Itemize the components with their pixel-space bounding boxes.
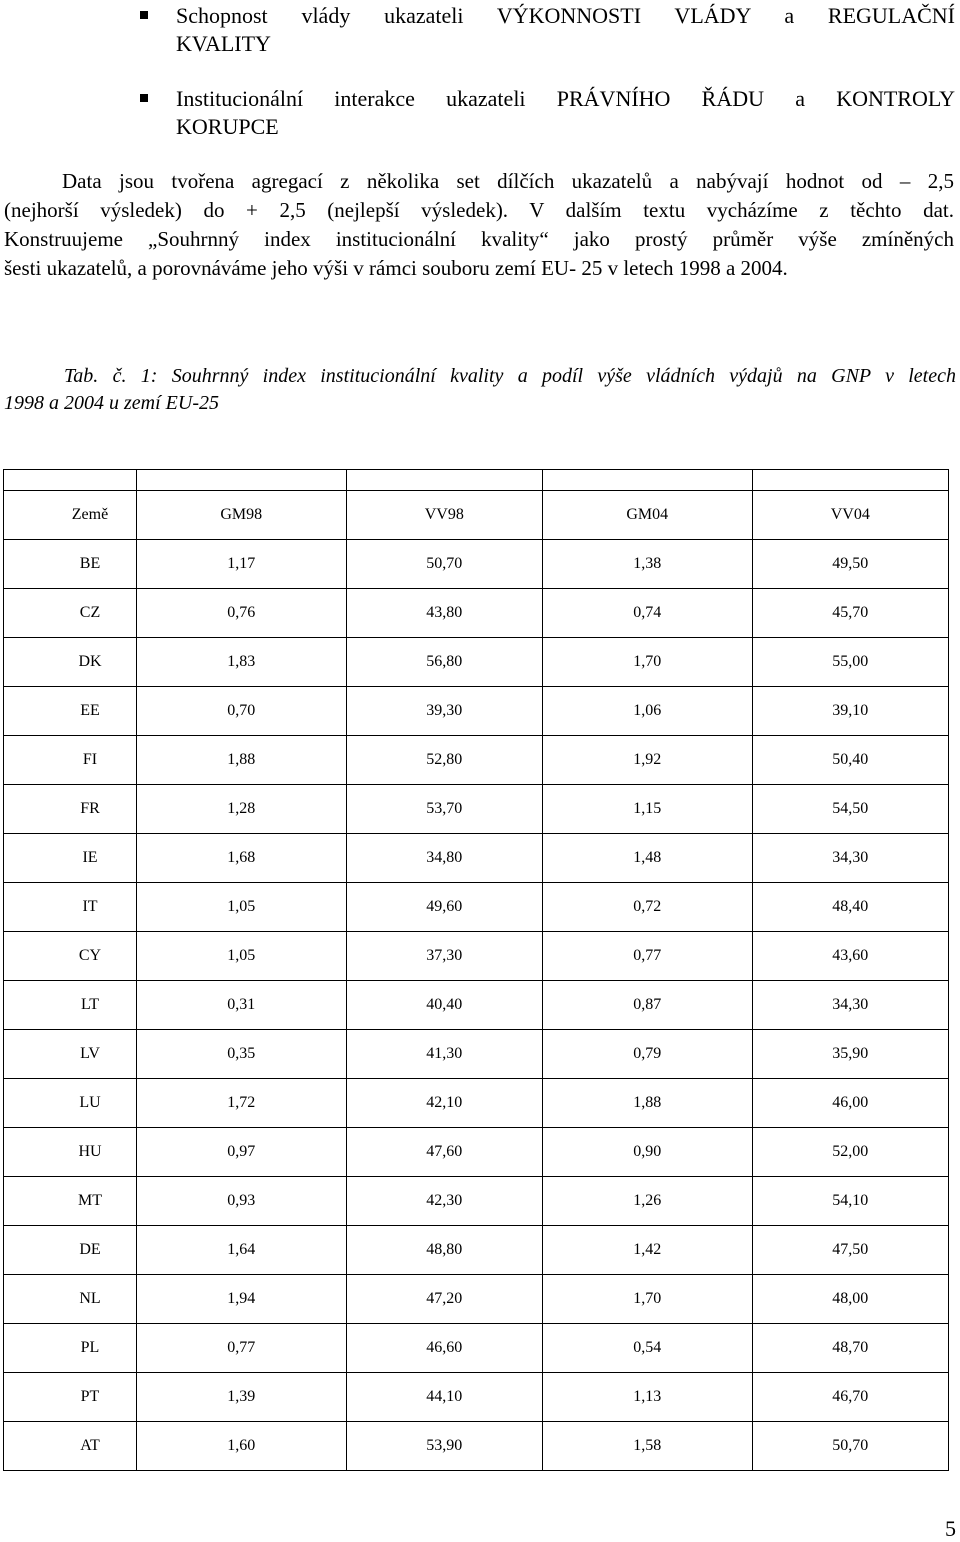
value-cell: 1,28 [137, 785, 347, 834]
value-cell: 56,80 [346, 638, 542, 687]
table-row [4, 736, 949, 785]
value-cell: 1,05 [137, 883, 347, 932]
value-cell: 1,42 [542, 1226, 752, 1275]
table-cell [137, 470, 347, 491]
paragraph-line: šesti ukazatelů, a porovnáváme jeho výši v rámci souboru zemí EU- 25 v letech 1998 a 2004. [4, 256, 788, 280]
value-cell: 1,06 [542, 687, 752, 736]
table-cell [542, 470, 752, 491]
value-cell: 1,70 [542, 1275, 752, 1324]
value-cell: 1,26 [542, 1177, 752, 1226]
value-cell: 41,30 [346, 1030, 542, 1079]
country-code-cell: BE [4, 540, 137, 589]
bullet-square-icon [140, 94, 148, 102]
bullet-square-icon [140, 11, 148, 19]
value-cell: 48,00 [752, 1275, 948, 1324]
value-cell: 47,60 [346, 1128, 542, 1177]
bullet-item [140, 85, 955, 141]
value-cell: 0,70 [137, 687, 347, 736]
value-cell: 1,58 [542, 1422, 752, 1471]
country-code-cell: CZ [4, 589, 137, 638]
value-cell: 1,72 [137, 1079, 347, 1128]
column-header-vv98: VV98 [346, 491, 542, 540]
value-cell: 1,48 [542, 834, 752, 883]
country-code-cell: IT [4, 883, 137, 932]
value-cell: 37,30 [346, 932, 542, 981]
value-cell: 1,60 [137, 1422, 347, 1471]
value-cell: 0,90 [542, 1128, 752, 1177]
country-code-cell: FR [4, 785, 137, 834]
value-cell: 43,60 [752, 932, 948, 981]
value-cell: 0,79 [542, 1030, 752, 1079]
value-cell: 35,90 [752, 1030, 948, 1079]
country-code-cell: MT [4, 1177, 137, 1226]
table-top-spacer-row [4, 470, 949, 491]
value-cell: 48,40 [752, 883, 948, 932]
country-code-cell: PT [4, 1373, 137, 1422]
table-row [4, 932, 949, 981]
table-cell [4, 470, 137, 491]
value-cell: 34,30 [752, 834, 948, 883]
value-cell: 53,70 [346, 785, 542, 834]
table-row [4, 540, 949, 589]
table-row [4, 1177, 949, 1226]
bullet-text-line: Institucionální interakce ukazateli PRÁVNÍHO ŘÁDU a KONTROLY [176, 86, 955, 111]
value-cell: 46,00 [752, 1079, 948, 1128]
country-code-cell: AT [4, 1422, 137, 1471]
value-cell: 1,88 [137, 736, 347, 785]
value-cell: 34,30 [752, 981, 948, 1030]
value-cell: 0,35 [137, 1030, 347, 1079]
value-cell: 0,31 [137, 981, 347, 1030]
country-code-cell: EE [4, 687, 137, 736]
body-paragraph [4, 167, 954, 283]
column-header-country: Země [4, 491, 137, 540]
table-row [4, 1030, 949, 1079]
caption-line: Tab. č. 1: Souhrnný index institucionální kvality a podíl výše vládních výdajů na GNP v letech [64, 365, 956, 387]
value-cell: 1,68 [137, 834, 347, 883]
table-cell [346, 470, 542, 491]
value-cell: 48,70 [752, 1324, 948, 1373]
table-row [4, 1079, 949, 1128]
country-code-cell: FI [4, 736, 137, 785]
value-cell: 1,17 [137, 540, 347, 589]
value-cell: 52,00 [752, 1128, 948, 1177]
value-cell: 1,83 [137, 638, 347, 687]
value-cell: 0,87 [542, 981, 752, 1030]
value-cell: 1,38 [542, 540, 752, 589]
column-header-vv04: VV04 [752, 491, 948, 540]
table-row [4, 785, 949, 834]
country-code-cell: IE [4, 834, 137, 883]
table-row [4, 1324, 949, 1373]
value-cell: 42,10 [346, 1079, 542, 1128]
value-cell: 0,74 [542, 589, 752, 638]
table-row [4, 638, 949, 687]
value-cell: 49,50 [752, 540, 948, 589]
value-cell: 39,30 [346, 687, 542, 736]
country-code-cell: DK [4, 638, 137, 687]
value-cell: 1,94 [137, 1275, 347, 1324]
table-row [4, 1422, 949, 1471]
bullet-text-line: Schopnost vlády ukazateli VÝKONNOSTI VLÁDY a REGULAČNÍ [176, 3, 955, 28]
value-cell: 47,20 [346, 1275, 542, 1324]
value-cell: 1,05 [137, 932, 347, 981]
value-cell: 50,70 [752, 1422, 948, 1471]
table-row [4, 834, 949, 883]
value-cell: 50,40 [752, 736, 948, 785]
country-code-cell: NL [4, 1275, 137, 1324]
country-code-cell: LT [4, 981, 137, 1030]
value-cell: 52,80 [346, 736, 542, 785]
value-cell: 0,93 [137, 1177, 347, 1226]
paragraph-line: Data jsou tvořena agregací z několika set dílčích ukazatelů a nabývají hodnot od – 2,5 [62, 169, 954, 193]
table-header-row [4, 491, 949, 540]
column-header-gm98: GM98 [137, 491, 347, 540]
table-row [4, 883, 949, 932]
value-cell: 49,60 [346, 883, 542, 932]
column-header-gm04: GM04 [542, 491, 752, 540]
value-cell: 1,64 [137, 1226, 347, 1275]
value-cell: 47,50 [752, 1226, 948, 1275]
value-cell: 1,92 [542, 736, 752, 785]
value-cell: 0,72 [542, 883, 752, 932]
table-row [4, 687, 949, 736]
value-cell: 0,54 [542, 1324, 752, 1373]
data-table [3, 469, 949, 1471]
value-cell: 43,80 [346, 589, 542, 638]
country-code-cell: LU [4, 1079, 137, 1128]
table-row [4, 1128, 949, 1177]
table-row [4, 1226, 949, 1275]
table-caption [4, 363, 956, 417]
country-code-cell: DE [4, 1226, 137, 1275]
value-cell: 0,76 [137, 589, 347, 638]
value-cell: 1,88 [542, 1079, 752, 1128]
value-cell: 0,77 [542, 932, 752, 981]
value-cell: 34,80 [346, 834, 542, 883]
paragraph-line: (nejhorší výsledek) do + 2,5 (nejlepší výsledek). V dalším textu vycházíme z těchto dat. [4, 198, 954, 222]
value-cell: 46,70 [752, 1373, 948, 1422]
value-cell: 1,15 [542, 785, 752, 834]
value-cell: 0,77 [137, 1324, 347, 1373]
value-cell: 42,30 [346, 1177, 542, 1226]
country-code-cell: PL [4, 1324, 137, 1373]
caption-line: 1998 a 2004 u zemí EU-25 [4, 392, 219, 414]
value-cell: 39,10 [752, 687, 948, 736]
value-cell: 53,90 [346, 1422, 542, 1471]
value-cell: 46,60 [346, 1324, 542, 1373]
table-row [4, 589, 949, 638]
value-cell: 50,70 [346, 540, 542, 589]
value-cell: 45,70 [752, 589, 948, 638]
value-cell: 1,39 [137, 1373, 347, 1422]
bullet-text-line: KORUPCE [176, 114, 279, 139]
table-cell [752, 470, 948, 491]
value-cell: 55,00 [752, 638, 948, 687]
table-row [4, 1373, 949, 1422]
value-cell: 54,10 [752, 1177, 948, 1226]
table-row [4, 1275, 949, 1324]
value-cell: 54,50 [752, 785, 948, 834]
value-cell: 44,10 [346, 1373, 542, 1422]
paragraph-line: Konstruujeme „Souhrnný index institucionální kvality“ jako prostý průměr výše zmíněných [4, 227, 954, 251]
value-cell: 1,13 [542, 1373, 752, 1422]
bullet-text-line: KVALITY [176, 31, 271, 56]
country-code-cell: HU [4, 1128, 137, 1177]
value-cell: 40,40 [346, 981, 542, 1030]
country-code-cell: LV [4, 1030, 137, 1079]
page-number: 5 [945, 1516, 956, 1541]
bullet-item [140, 2, 955, 58]
value-cell: 48,80 [346, 1226, 542, 1275]
value-cell: 1,70 [542, 638, 752, 687]
table-row [4, 981, 949, 1030]
country-code-cell: CY [4, 932, 137, 981]
value-cell: 0,97 [137, 1128, 347, 1177]
